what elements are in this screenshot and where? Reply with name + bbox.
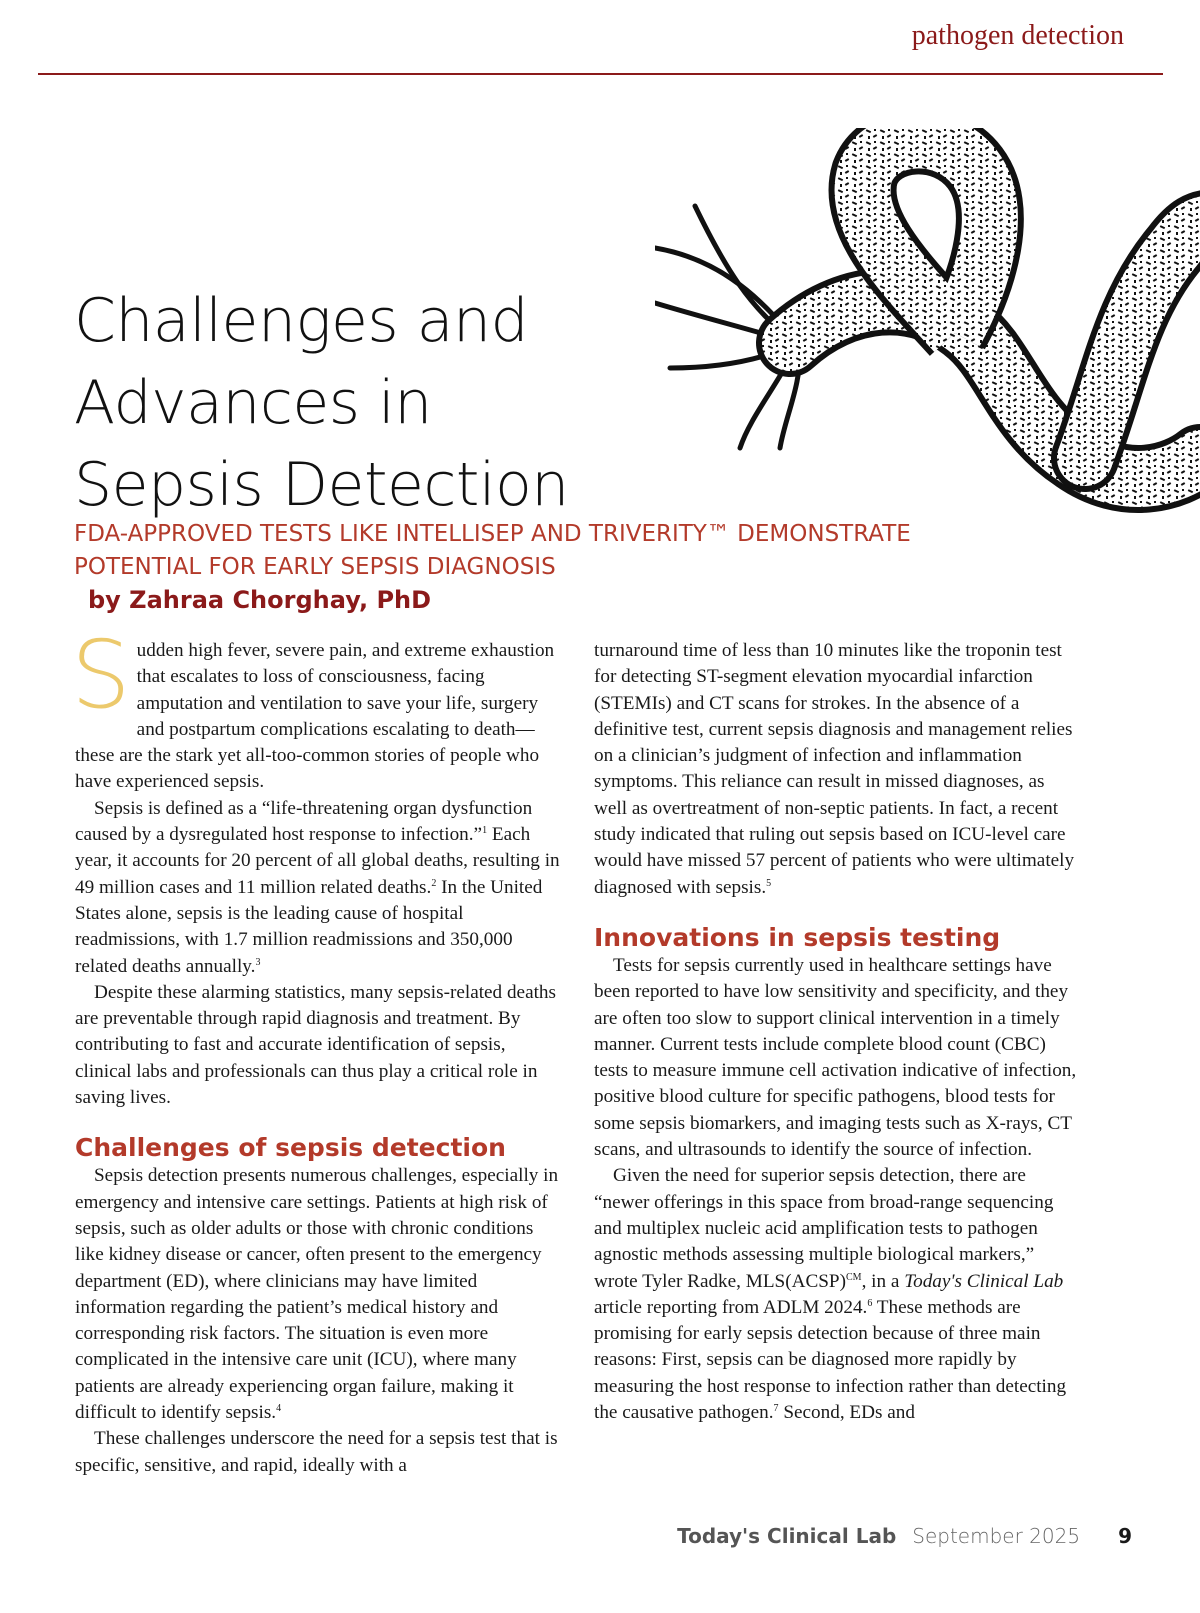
paragraph (594, 1163, 1082, 1426)
byline: by Zahraa Chorghay, PhD (88, 586, 432, 614)
superscript: CM (846, 1271, 862, 1283)
bacterium-illustration (655, 128, 1200, 528)
paragraph-text: article reporting from ADLM 2024. (594, 1296, 868, 1318)
paragraph-text: Second, EDs and (778, 1402, 915, 1424)
page-number: 9 (1118, 1524, 1132, 1548)
paragraph: Despite these alarming statistics, many sepsis-related deaths are preventable through rapid diagnosis and treatment. By contributing to fast and accurate identification of sepsis, clinical labs and professionals can thus play a critical role in saving lives. (75, 981, 556, 1109)
issue-date: September 2025 (912, 1524, 1081, 1548)
paragraph (71, 621, 563, 796)
paragraph (75, 796, 563, 980)
paragraph-text: turnaround time of less than 10 minutes like the troponin test for detecting ST-segment elevation myocardial infarction (STEMIs) and CT scans for strokes. In the absence of a definitive test, current sepsis diagnosis and management relies on a clinician’s judgment of infection and inflammation symptoms. This reliance can result in missed diagnoses, as well as overtreatment of non-septic patients. In fact, a recent study indicated that ruling out sepsis based on ICU-level care would have missed 57 percent of patients who were ultimately diagnosed with sepsis. (594, 640, 1075, 898)
column-left (71, 621, 563, 1479)
magazine-name: Today's Clinical Lab (677, 1524, 897, 1548)
reference-marker: 7 (773, 1403, 779, 1415)
page-footer (677, 1524, 1132, 1556)
paragraph: These challenges underscore the need for a sepsis test that is specific, sensitive, and rapid, ideally with a (75, 1428, 558, 1476)
deck-line: FDA-APPROVED TESTS LIKE INTELLISEP AND TRIVERITY™ DEMONSTRATE (74, 521, 911, 547)
paragraph: Tests for sepsis currently used in healthcare settings have been reported to have low sensitivity and specificity, and they are often too slow to support clinical intervention in a timely manner. Current tests include complete blood count (CBC) tests to measure immune cell activation indicative of infection, positive blood culture for specific pathogens, blood tests for some sepsis biomarkers, and imaging tests such as X-rays, CT scans, and ultrasounds to identify the source of infection. (594, 954, 1077, 1161)
reference-marker: 3 (255, 956, 261, 968)
reference-marker: 1 (482, 825, 488, 837)
paragraph-text: These methods are promising for early sepsis detection because of three main reasons: First, sepsis can be diagnosed more rapidly by measuring the host response to infection rather than detecting the causative pathogen. (594, 1296, 1067, 1424)
paragraph-text: Sepsis detection presents numerous challenges, especially in emergency and intensive care settings. Patients at high risk of sepsis, such as older adults or those with chronic conditions like kidney disease or cancer, often present to the emergency department (ED), where clinicians may have limited information regarding the patient’s medical history and corresponding risk factors. The situation is even more complicated in the intensive care unit (ICU), where many patients are already experiencing organ failure, making it difficult to identify sepsis. (75, 1165, 559, 1424)
title-line: Challenges and (74, 286, 529, 357)
column-right (594, 638, 1082, 1426)
reference-marker: 4 (276, 1403, 282, 1415)
reference-marker: 5 (766, 877, 772, 889)
article-title (74, 280, 634, 526)
publication-name: Today's Clinical Lab (904, 1270, 1064, 1292)
paragraph-text: Each year, it accounts for 20 percent of all global deaths, resulting in 49 million cases and 11 million related deaths. (75, 824, 560, 898)
paragraph (594, 638, 1082, 901)
paragraph-text: , in a (861, 1270, 905, 1292)
subheading: Innovations in sepsis testing (594, 922, 1001, 952)
reference-marker: 6 (867, 1297, 873, 1309)
article-deck (74, 518, 1074, 617)
paragraph-text: Sepsis is defined as a “life-threatening organ dysfunction caused by a dysregulated host response to infection.” (75, 797, 533, 846)
title-line: Sepsis Detection (74, 450, 569, 521)
title-line: Advances in (74, 368, 432, 439)
dropcap: S (71, 621, 131, 730)
header-rule (38, 73, 1163, 75)
reference-marker: 2 (431, 877, 437, 889)
paragraph-text: Given the need for superior sepsis detection, there are “newer offerings in this space from broad-range sequencing and multiplex nucleic acid amplification tests to pathogen agnostic methods assessing multiple biological markers,” wrote Tyler Radke, MLS(ACSP) (594, 1165, 1054, 1292)
deck-line (74, 551, 1074, 617)
deck-text: POTENTIAL FOR EARLY SEPSIS DIAGNOSIS (74, 554, 556, 580)
section-label: pathogen detection (911, 20, 1124, 51)
paragraph (75, 1163, 563, 1426)
subheading: Challenges of sepsis detection (75, 1133, 506, 1163)
paragraph-text: udden high fever, severe pain, and extreme exhaustion that escalates to loss of consciousness, facing amputation and ventilation to save your life, surgery and postpartum complications escalating to death—these are the stark yet all-too-common stories of people who have experienced sepsis. (75, 640, 555, 793)
paragraph-text: In the United States alone, sepsis is the leading cause of hospital readmissions, with 1.7 million readmissions and 350,000 related deaths annually. (75, 876, 543, 977)
